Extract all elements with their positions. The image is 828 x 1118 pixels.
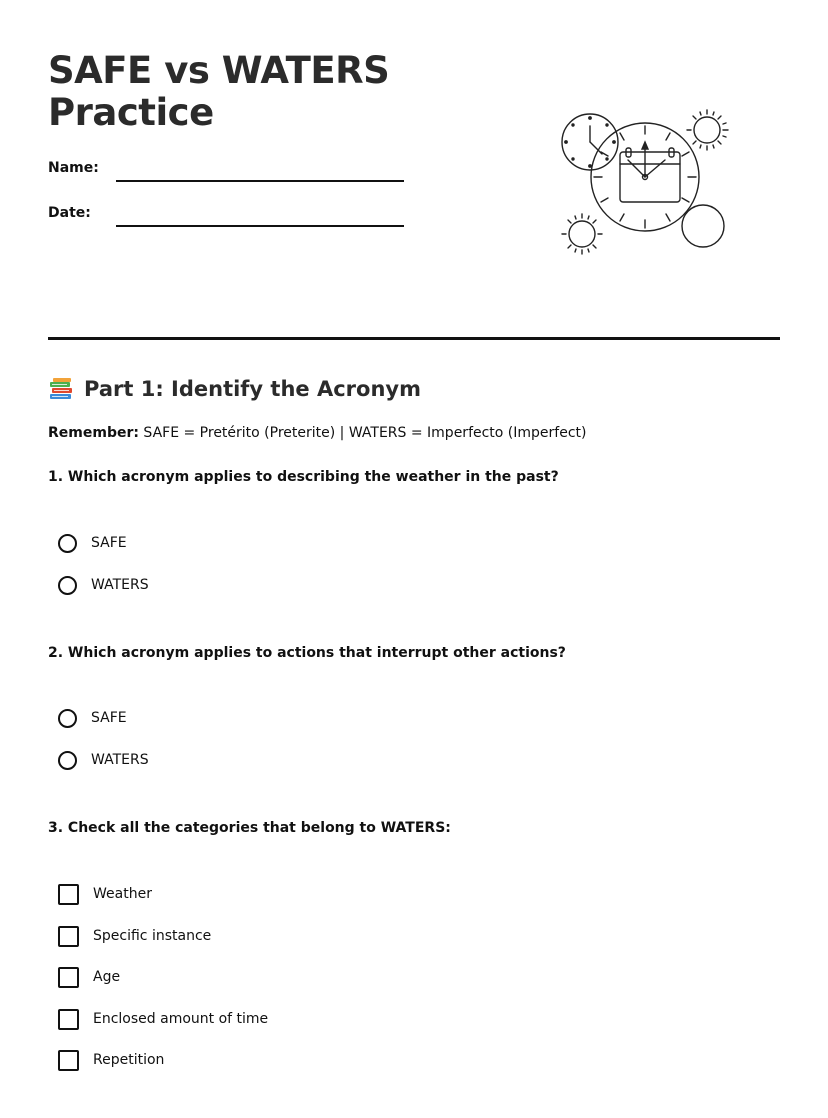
q2-option-safe[interactable] bbox=[58, 706, 127, 730]
option-label: Age bbox=[93, 969, 121, 985]
q3-option-weather[interactable] bbox=[58, 882, 152, 906]
q3-option-age[interactable] bbox=[58, 965, 120, 989]
radio-button[interactable] bbox=[58, 751, 77, 770]
checkbox[interactable] bbox=[58, 926, 79, 947]
small-clock-icon bbox=[562, 114, 618, 170]
q3-option-repetition[interactable] bbox=[58, 1048, 164, 1072]
question-2: 2. Which acronym applies to actions that interrupt other actions? bbox=[48, 645, 566, 661]
option-label: Weather bbox=[93, 886, 152, 902]
option-label: SAFE bbox=[91, 710, 127, 726]
name-label: Name: bbox=[48, 160, 99, 176]
question-3: 3. Check all the categories that belong to WATERS: bbox=[48, 820, 451, 836]
q2-option-waters[interactable] bbox=[58, 748, 149, 772]
reminder-text bbox=[48, 425, 586, 441]
question-1: 1. Which acronym applies to describing the weather in the past? bbox=[48, 469, 559, 485]
option-label: Repetition bbox=[93, 1052, 165, 1068]
option-label: Enclosed amount of time bbox=[93, 1011, 269, 1027]
checkbox[interactable] bbox=[58, 1050, 79, 1071]
sun-icon bbox=[687, 110, 728, 150]
option-label: WATERS bbox=[91, 752, 149, 768]
radio-button[interactable] bbox=[58, 709, 77, 728]
option-label: WATERS bbox=[91, 577, 149, 593]
q3-option-specific-instance[interactable] bbox=[58, 924, 211, 948]
radio-button[interactable] bbox=[58, 534, 77, 553]
worksheet-title bbox=[48, 50, 389, 134]
checkbox[interactable] bbox=[58, 967, 79, 988]
calendar-icon bbox=[620, 142, 680, 202]
q1-option-waters[interactable] bbox=[58, 573, 149, 597]
part1-heading bbox=[48, 374, 421, 404]
date-label: Date: bbox=[48, 205, 91, 221]
reminder-label: Remember: bbox=[48, 425, 139, 441]
title-line-1: SAFE vs WATERS bbox=[48, 49, 390, 92]
section-divider bbox=[48, 337, 780, 340]
q3-option-enclosed-time[interactable] bbox=[58, 1007, 268, 1031]
sun-icon-small bbox=[562, 214, 602, 254]
checkbox[interactable] bbox=[58, 1009, 79, 1030]
option-label: SAFE bbox=[91, 535, 127, 551]
books-icon bbox=[48, 376, 74, 402]
q1-option-safe[interactable] bbox=[58, 531, 127, 555]
date-field[interactable] bbox=[116, 225, 404, 227]
radio-button[interactable] bbox=[58, 576, 77, 595]
title-line-2: Practice bbox=[48, 91, 214, 134]
moon-icon bbox=[682, 205, 724, 247]
clock-calendar-sun-illustration bbox=[552, 104, 736, 264]
checkbox[interactable] bbox=[58, 884, 79, 905]
reminder-body: SAFE = Pretérito (Preterite) | WATERS = Imperfecto (Imperfect) bbox=[138, 425, 587, 441]
option-label: Specific instance bbox=[93, 928, 212, 944]
name-field[interactable] bbox=[116, 180, 404, 182]
part1-title: Part 1: Identify the Acronym bbox=[84, 377, 421, 401]
